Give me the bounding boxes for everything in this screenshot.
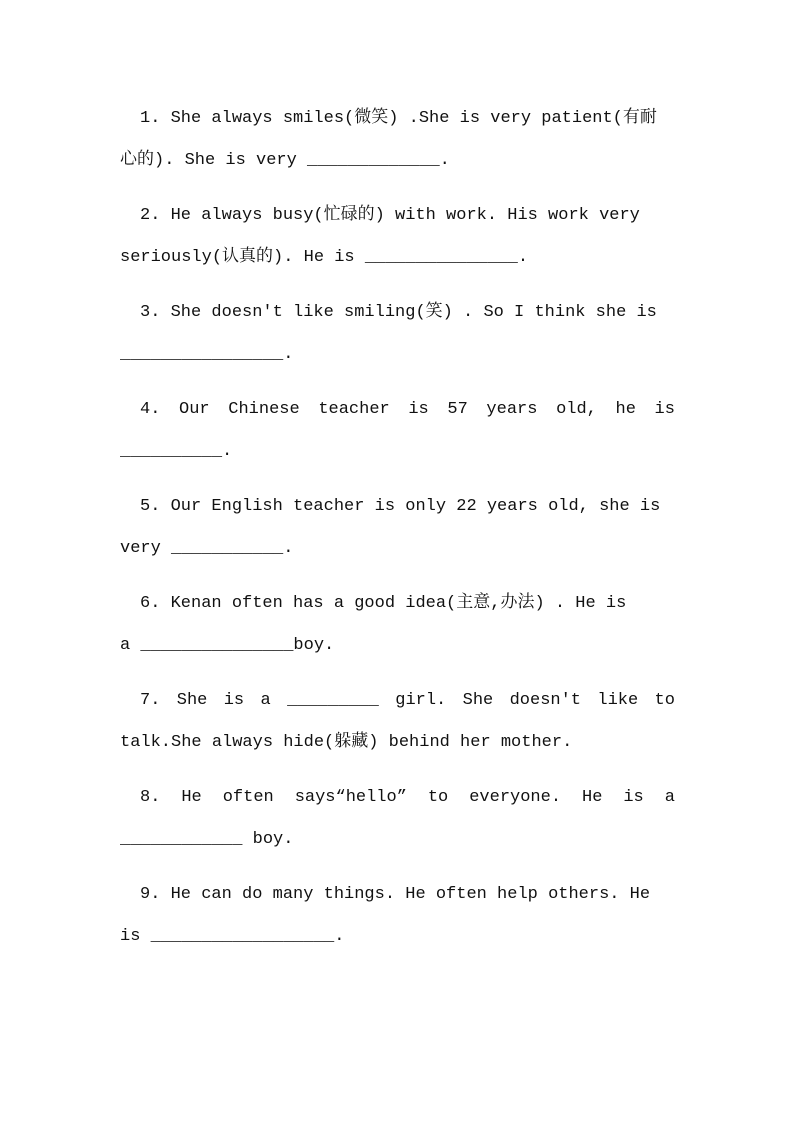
question-2-line-1: 2. He always busy(忙碌的) with work. His work very xyxy=(140,206,640,225)
question-7-word: girl. xyxy=(395,691,447,710)
question-4-word: is xyxy=(408,400,429,419)
question-7-word: She xyxy=(462,691,494,710)
question-7-line-1 xyxy=(120,680,675,722)
question-3-line-2: ________________. xyxy=(120,345,294,364)
question-7 xyxy=(120,680,675,764)
question-7-word: 7. xyxy=(140,691,161,710)
question-4-line-2: __________. xyxy=(120,442,233,461)
question-6-line-1: 6. Kenan often has a good idea(主意,办法) . He is xyxy=(140,594,627,613)
question-1-line-2: 心的). She is very _____________. xyxy=(120,151,450,170)
question-6-line-2: a _______________boy. xyxy=(120,636,335,655)
question-8-word: to xyxy=(427,788,449,807)
question-4-word: he xyxy=(615,400,636,419)
question-8-word: He xyxy=(181,788,202,807)
question-7-word: She xyxy=(176,691,208,710)
question-7-word: like xyxy=(597,691,639,710)
question-1-line-1: 1. She always smiles(微笑) .She is very patient(有耐 xyxy=(140,109,657,128)
question-8-word: says“hello” xyxy=(294,788,407,807)
question-7-word: a xyxy=(260,691,271,710)
question-1 xyxy=(120,98,675,182)
question-7-word: _________ xyxy=(287,691,379,710)
question-7-word: to xyxy=(654,691,675,710)
question-4-word: 4. xyxy=(140,400,161,419)
question-8-word: 8. xyxy=(140,788,161,807)
question-5-line-1: 5. Our English teacher is only 22 years old, she is xyxy=(140,497,661,516)
question-5 xyxy=(120,486,675,570)
question-2-line-2: seriously(认真的). He is _______________. xyxy=(120,248,529,267)
question-8-word: a xyxy=(664,788,675,807)
question-8 xyxy=(120,777,675,861)
question-6 xyxy=(120,583,675,667)
question-8-line-2: ____________ boy. xyxy=(120,830,294,849)
question-4-word: old, xyxy=(556,400,597,419)
question-4-word: years xyxy=(486,400,538,419)
question-4-word: 57 xyxy=(447,400,468,419)
question-8-word: He xyxy=(582,788,603,807)
question-2 xyxy=(120,195,675,279)
question-4 xyxy=(120,389,675,473)
question-7-word: is xyxy=(223,691,245,710)
question-9-line-2: is __________________. xyxy=(120,927,345,946)
question-3 xyxy=(120,292,675,376)
question-4-word: Our xyxy=(179,400,210,419)
question-8-word: often xyxy=(222,788,274,807)
question-7-line-2: talk.She always hide(躲藏) behind her mother. xyxy=(120,733,573,752)
question-8-word: is xyxy=(623,788,644,807)
worksheet xyxy=(120,98,675,971)
question-8-word: everyone. xyxy=(469,788,562,807)
question-7-word: doesn't xyxy=(509,691,582,710)
question-4-word: is xyxy=(654,400,675,419)
question-5-line-2: very ___________. xyxy=(120,539,294,558)
question-9 xyxy=(120,874,675,958)
question-8-line-1 xyxy=(120,777,675,819)
question-3-line-1: 3. She doesn't like smiling(笑) . So I think she is xyxy=(140,303,657,322)
question-4-word: teacher xyxy=(318,400,390,419)
question-4-word: Chinese xyxy=(228,400,300,419)
question-9-line-1: 9. He can do many things. He often help others. He xyxy=(140,885,651,904)
question-4-line-1 xyxy=(120,389,675,431)
